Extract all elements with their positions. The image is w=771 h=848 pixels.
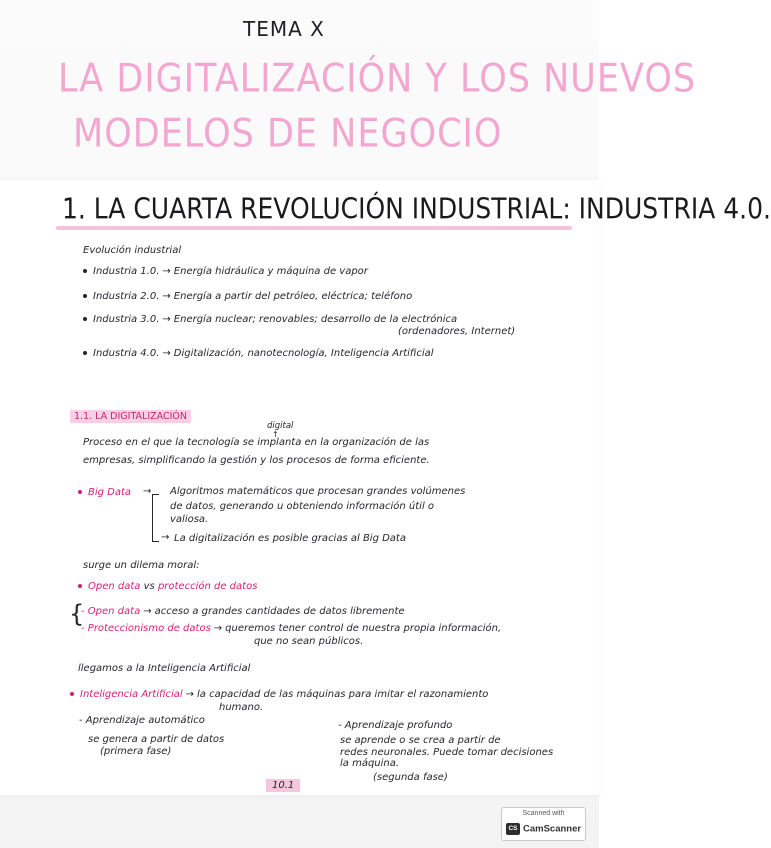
dl-line: la máquina. <box>340 758 400 769</box>
ai-intro: llegamos a la Inteligencia Artificial <box>78 663 251 674</box>
dilemma-text: surge un dilema moral: <box>83 560 200 571</box>
arrow-icon: → <box>162 314 171 325</box>
ai-label: Inteligencia Artificial <box>80 689 183 700</box>
ml-title: - Aprendizaje automático <box>79 715 205 726</box>
ai-text-continued: humano. <box>219 702 264 713</box>
item-label: Industria 4.0. <box>93 348 160 359</box>
arrow-icon: → <box>143 486 152 497</box>
bullet-icon <box>83 317 87 321</box>
list-item <box>83 291 412 302</box>
ml-line: (primera fase) <box>100 746 172 757</box>
open-item-continued: que no sean públicos. <box>254 636 364 647</box>
caret-insertion: digital <box>267 421 294 431</box>
scanner-brand-text: CamScanner <box>523 823 582 835</box>
protection-label: protección de datos <box>157 581 258 592</box>
open-data-heading <box>78 581 257 592</box>
arrow-icon: → <box>162 266 171 277</box>
bracket-icon <box>152 494 159 542</box>
bullet-icon <box>83 294 87 298</box>
topic-label: TEMA X <box>243 17 325 41</box>
item-text-continued: (ordenadores, Internet) <box>398 326 516 337</box>
scanner-brand <box>506 823 581 835</box>
ml-line: se genera a partir de datos <box>88 734 225 745</box>
scanner-caption: Scanned with <box>522 810 565 817</box>
caret-icon: ↑ <box>272 430 279 439</box>
item-text: Energía nuclear; renovables; desarrollo de la electrónica <box>173 314 458 325</box>
bigdata-line: valiosa. <box>170 514 209 525</box>
main-title-line2: MODELOS DE NEGOCIO <box>73 112 503 157</box>
heading-underline <box>56 226 572 230</box>
list-item <box>83 348 434 359</box>
open-item-label: - Open data <box>81 606 141 617</box>
bullet-icon <box>70 692 74 696</box>
section-heading: 1. LA CUARTA REVOLUCIÓN INDUSTRIAL: INDUSTRIA 4.0. <box>62 192 771 226</box>
arrow-icon: → <box>143 606 152 617</box>
open-data-label: Open data <box>88 581 141 592</box>
curly-brace-icon: { <box>69 600 85 628</box>
bigdata-text: Big Data <box>88 487 132 498</box>
bigdata-line: de datos, generando u obteniendo información útil o <box>170 501 435 512</box>
bullet-icon <box>78 584 82 588</box>
definition-line: empresas, simplificando la gestión y los procesos de forma eficiente. <box>83 455 430 466</box>
dl-line: se aprende o se crea a partir de <box>340 735 501 746</box>
open-item <box>81 623 501 634</box>
list-item <box>83 266 368 277</box>
item-text: Digitalización, nanotecnología, Inteligencia Artificial <box>173 348 434 359</box>
open-item <box>81 606 405 617</box>
bigdata-label <box>78 487 131 498</box>
bullet-icon <box>83 269 87 273</box>
arrow-icon: → <box>162 348 171 359</box>
item-text: Energía hidráulica y máquina de vapor <box>173 266 368 277</box>
open-item-label: - Proteccionismo de datos <box>81 623 211 634</box>
versus-label: vs <box>143 581 155 592</box>
open-item-text: queremos tener control de nuestra propia información, <box>225 623 502 634</box>
arrow-icon: → <box>213 623 223 634</box>
arrow-icon: → <box>161 532 170 543</box>
item-label: Industria 2.0. <box>93 291 160 302</box>
subsection-heading: 1.1. LA DIGITALIZACIÓN <box>70 410 191 423</box>
page-number: 10.1 <box>266 779 300 792</box>
bullet-icon <box>78 490 82 494</box>
item-text: Energía a partir del petróleo, eléctrica; teléfono <box>173 291 413 302</box>
bigdata-line: Algoritmos matemáticos que procesan grandes volúmenes <box>170 486 466 497</box>
ai-text: la capacidad de las máquinas para imitar el razonamiento <box>197 689 489 700</box>
scanner-badge <box>501 807 586 841</box>
ai-heading <box>70 689 488 700</box>
bigdata-line: La digitalización es posible gracias al Big Data <box>174 533 406 544</box>
bullet-icon <box>83 351 87 355</box>
arrow-icon: → <box>162 291 171 302</box>
definition-line: Proceso en el que la tecnología se implanta en la organización de las <box>83 437 430 448</box>
camscanner-logo-icon: CS <box>506 823 520 835</box>
dl-title: - Aprendizaje profundo <box>338 720 453 731</box>
section-intro: Evolución industrial <box>83 245 182 256</box>
item-label: Industria 3.0. <box>93 314 160 325</box>
item-label: Industria 1.0. <box>93 266 160 277</box>
arrow-icon: → <box>185 689 195 700</box>
dl-line: (segunda fase) <box>373 772 448 783</box>
main-title-line1: LA DIGITALIZACIÓN Y LOS NUEVOS <box>58 57 697 102</box>
open-item-text: acceso a grandes cantidades de datos libremente <box>154 606 405 617</box>
list-item <box>83 314 457 325</box>
dl-line: redes neuronales. Puede tomar decisiones <box>340 747 554 758</box>
